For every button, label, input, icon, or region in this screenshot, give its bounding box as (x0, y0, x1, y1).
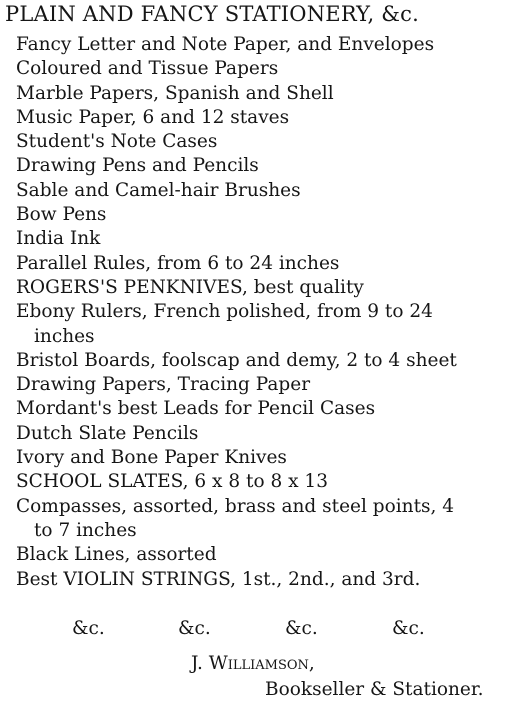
etc-row (0, 618, 510, 642)
list-item: SCHOOL SLATES, 6 x 8 to 8 x 13 (16, 471, 328, 493)
list-item: Ebony Rulers, French polished, from 9 to 24 (16, 301, 433, 323)
list-item-continuation (16, 519, 510, 543)
etc-mark: &c. (72, 618, 105, 639)
list-item-continuation (16, 325, 510, 349)
list-item: Dutch Slate Pencils (16, 422, 199, 444)
etc-mark: &c. (392, 618, 425, 639)
list-item: Ivory and Bone Paper Knives (16, 447, 287, 469)
page-heading: PLAIN AND FANCY STATIONERY, &c. (5, 2, 420, 26)
list-item: India Ink (16, 228, 101, 250)
list-item: Compasses, assorted, brass and steel points, 4 (16, 495, 455, 517)
list-item: Best VIOLIN STRINGS, 1st., 2nd., and 3rd. (16, 568, 421, 590)
list-item: Bow Pens (16, 204, 107, 226)
continuation-text: inches (34, 325, 95, 347)
list-item: Black Lines, assorted (16, 544, 217, 566)
list-item: Student's Note Cases (16, 131, 218, 153)
list-item: Coloured and Tissue Papers (16, 58, 279, 80)
list-item: Mordant's best Leads for Pencil Cases (16, 398, 376, 420)
stationery-list (16, 33, 510, 592)
signature-name: J. Williamson, (191, 653, 315, 674)
list-item: Parallel Rules, from 6 to 24 inches (16, 252, 340, 274)
list-item: Music Paper, 6 and 12 staves (16, 106, 290, 128)
list-item: Marble Papers, Spanish and Shell (16, 82, 334, 104)
list-item: ROGERS'S PENKNIVES, best quality (16, 276, 364, 298)
etc-mark: &c. (285, 618, 318, 639)
signature-title: Bookseller & Stationer. (265, 679, 484, 700)
list-item: Fancy Letter and Note Paper, and Envelopes (16, 34, 435, 55)
list-item: Drawing Pens and Pencils (16, 155, 259, 177)
continuation-text: to 7 inches (34, 519, 137, 541)
list-item: Sable and Camel-hair Brushes (16, 179, 301, 201)
list-item: Drawing Papers, Tracing Paper (16, 374, 311, 396)
etc-mark: &c. (178, 618, 211, 639)
list-item: Bristol Boards, foolscap and demy, 2 to 4 sheet (16, 349, 457, 371)
